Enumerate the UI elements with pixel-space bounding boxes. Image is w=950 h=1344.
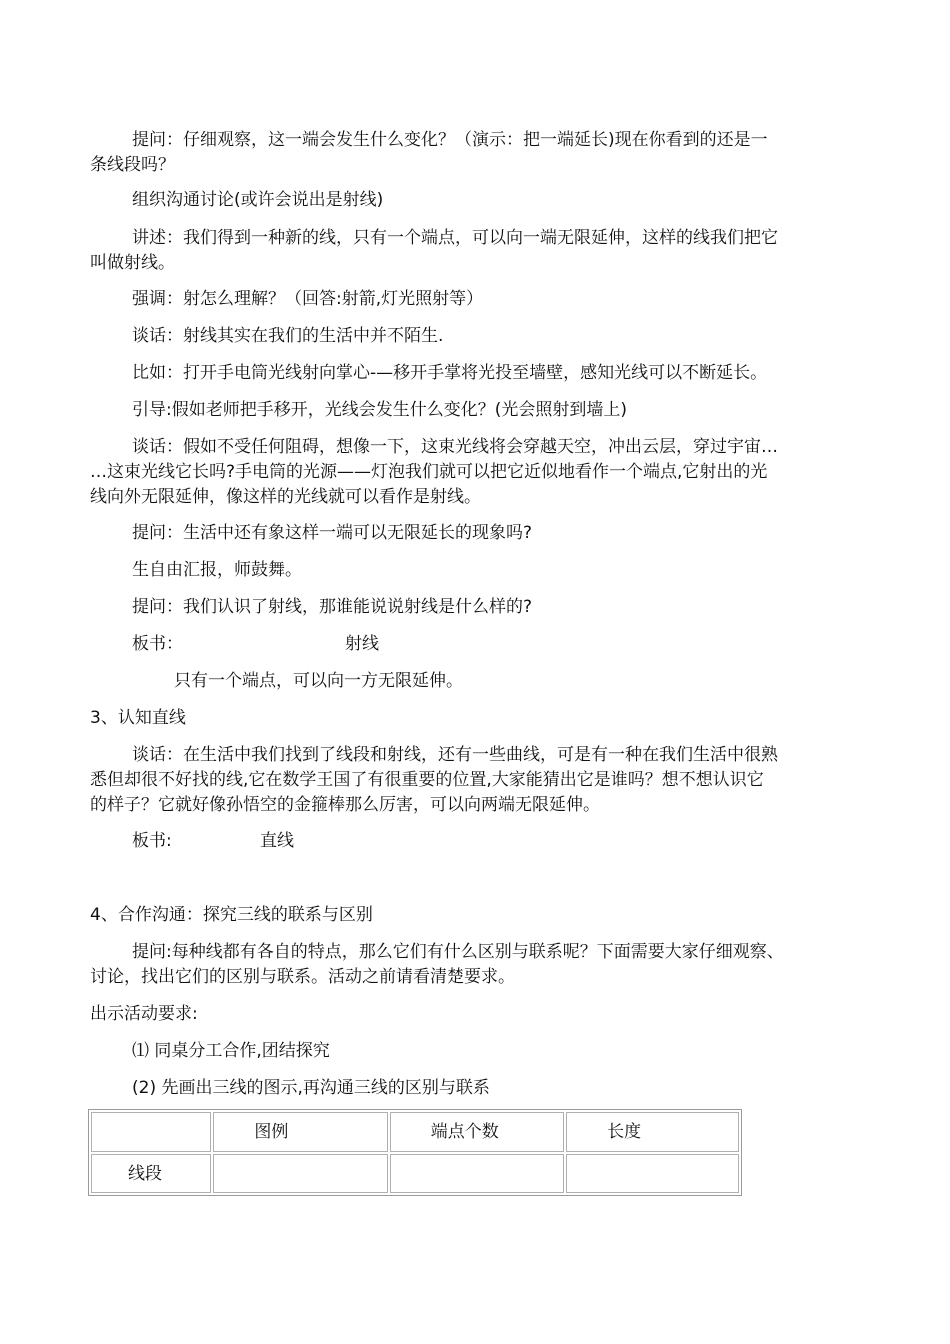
paragraph: 强调：射怎么理解？（回答:射箭,灯光照射等） [132,289,484,309]
list-item: (2) 先画出三线的图示,再沟通三线的区别与联系 [132,1078,490,1098]
paragraph: 谈话：在生活中我们找到了线段和射线，还有一些曲线，可是有一种在我们生活中很熟 [132,745,778,765]
paragraph: 讨论，找出它们的区别与联系。活动之前请看清楚要求。 [90,967,515,987]
table-cell [213,1154,387,1194]
paragraph: 只有一个端点，可以向一方无限延伸。 [174,671,463,691]
section-heading: 3、认知直线 [90,708,186,728]
table-row [91,1154,739,1194]
comparison-table [88,1109,742,1196]
paragraph: 谈话：射线其实在我们的生活中并不陌生. [132,326,444,346]
paragraph: 悉但却很不好找的线,它在数学王国了有很重要的位置,大家能猜出它是谁吗？想不想认识它 [90,770,764,790]
paragraph: 条线段吗？ [90,155,175,175]
paragraph: 叫做射线。 [90,253,175,273]
paragraph: 提问：生活中还有象这样一端可以无限延长的现象吗? [132,523,533,543]
paragraph: …这束光线它长吗?手电筒的光源——灯泡我们就可以把它近似地看作一个端点,它射出的光 [90,462,768,482]
paragraph: 引导:假如老师把手移开，光线会发生什么变化？(光会照射到墙上) [132,400,627,420]
paragraph: 提问：仔细观察，这一端会发生什么变化？（演示：把一端延长)现在你看到的还是一 [132,130,768,150]
list-item: ⑴ 同桌分工合作,团结探究 [132,1041,330,1061]
paragraph: 线向外无限延伸，像这样的光线就可以看作是射线。 [90,487,481,507]
paragraph: 提问：我们认识了射线，那谁能说说射线是什么样的? [132,597,533,617]
table-cell [566,1154,739,1194]
board-term: 射线 [345,634,379,654]
table-header-cell: 长度 [566,1112,739,1152]
paragraph: 提问:每种线都有各自的特点，那么它们有什么区别与联系呢？下面需要大家仔细观察、 [132,942,784,962]
paragraph: 比如：打开手电筒光线射向掌心-—移开手掌将光投至墙壁，感知光线可以不断延长。 [132,363,768,383]
paragraph: 讲述：我们得到一种新的线，只有一个端点，可以向一端无限延伸，这样的线我们把它 [132,228,778,248]
board-term: 直线 [260,831,294,851]
table-header-cell: 端点个数 [390,1112,564,1152]
paragraph: 组织沟通讨论(或许会说出是射线) [132,190,384,210]
table-header-cell [91,1112,211,1152]
paragraph: 出示活动要求: [90,1004,198,1024]
board-label: 板书： [132,634,183,654]
section-heading: 4、合作沟通：探究三线的联系与区别 [90,905,373,925]
board-label: 板书: [132,831,172,851]
table-cell [390,1154,564,1194]
paragraph: 的样子？它就好像孙悟空的金箍棒那么厉害，可以向两端无限延伸。 [90,795,600,815]
table-header-cell: 图例 [213,1112,387,1152]
paragraph: 谈话：假如不受任何阻碍，想像一下，这束光线将会穿越天空，冲出云层，穿过宇宙… [132,437,778,457]
table-header-row [91,1112,739,1152]
paragraph: 生自由汇报，师鼓舞。 [132,560,302,580]
table-cell: 线段 [91,1154,211,1194]
